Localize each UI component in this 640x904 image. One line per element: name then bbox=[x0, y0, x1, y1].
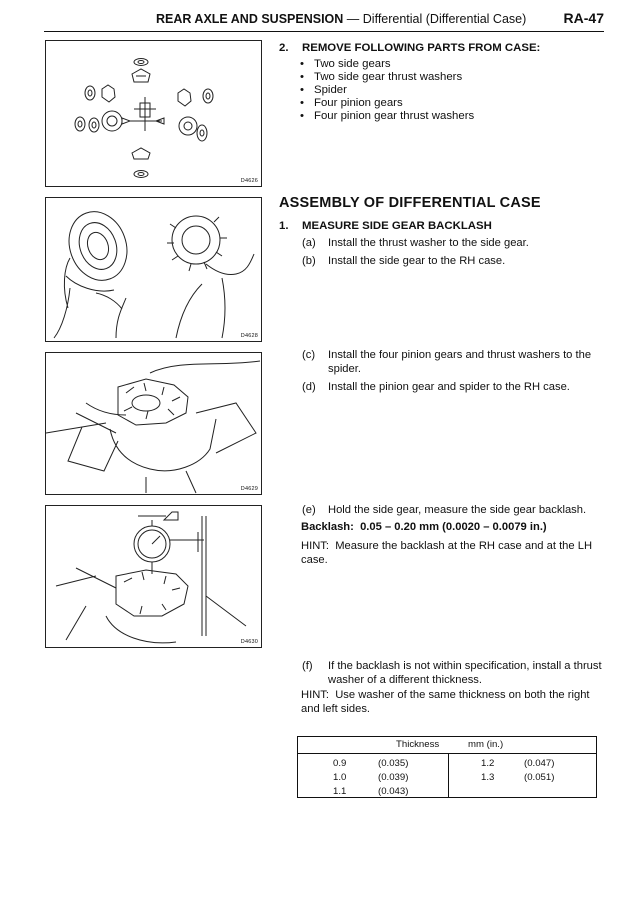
table-cell: 1.2 bbox=[481, 758, 495, 769]
table-cell: (0.035) bbox=[378, 758, 409, 769]
substep-d: (d) Install the pinion gear and spider to the RH case. bbox=[302, 381, 570, 393]
substep-b: (b) Install the side gear to the RH case. bbox=[302, 255, 506, 267]
list-item: • Four pinion gear thrust washers bbox=[300, 110, 474, 123]
table-header-unit: mm (in.) bbox=[468, 739, 504, 750]
substep-c: (c) Install the four pinion gears and thrust washers to the spider. bbox=[302, 349, 592, 375]
substep-a: (a) Install the thrust washer to the side gear. bbox=[302, 237, 529, 249]
header-title bbox=[156, 12, 526, 26]
remove-step-title: REMOVE FOLLOWING PARTS FROM CASE: bbox=[302, 42, 541, 54]
hint-rh-lh bbox=[301, 539, 601, 567]
figure-code: D4626 bbox=[240, 178, 258, 184]
table-cell: 1.1 bbox=[333, 786, 347, 797]
table-cell: 0.9 bbox=[333, 758, 347, 769]
substep-f: (f) If the backlash is not within specification, install a thrust washer of a different thickness. bbox=[302, 660, 602, 686]
table-cell: (0.039) bbox=[378, 772, 409, 783]
table-header-label: Thickness bbox=[396, 739, 440, 750]
page-header bbox=[44, 4, 604, 30]
backlash-spec bbox=[301, 520, 601, 534]
list-item: • Two side gears bbox=[300, 58, 474, 71]
assembly-step-number: 1. bbox=[279, 220, 289, 232]
table-cell: (0.043) bbox=[378, 786, 409, 797]
figure-exploded-parts bbox=[45, 40, 262, 187]
header-rule bbox=[44, 31, 604, 32]
backlash-value: 0.05 – 0.20 mm (0.0020 – 0.0079 in.) bbox=[360, 521, 547, 533]
header-dash: — bbox=[346, 12, 360, 26]
table-column-divider bbox=[448, 753, 449, 798]
hint-same-thickness bbox=[301, 688, 601, 716]
hint-label: HINT: bbox=[301, 689, 329, 701]
hands-installing-gear-illustration bbox=[46, 198, 261, 341]
substep-e: (e) Hold the side gear, measure the side gear backlash. bbox=[302, 504, 587, 516]
table-cell: 1.0 bbox=[333, 772, 347, 783]
exploded-gears-illustration bbox=[46, 41, 261, 186]
figure-pinion-assembly bbox=[45, 352, 262, 495]
backlash-label: Backlash: bbox=[301, 521, 354, 533]
figure-code: D4629 bbox=[240, 486, 258, 492]
table-cell: 1.3 bbox=[481, 772, 495, 783]
assembly-step-title: MEASURE SIDE GEAR BACKLASH bbox=[302, 220, 492, 232]
list-item: • Spider bbox=[300, 84, 474, 97]
list-item: • Four pinion gears bbox=[300, 97, 474, 110]
remove-step-number: 2. bbox=[279, 42, 289, 54]
figure-code: D4630 bbox=[240, 639, 258, 645]
remove-parts-list bbox=[300, 58, 474, 123]
figure-code: D4628 bbox=[240, 333, 258, 339]
page-code: RA-47 bbox=[563, 10, 604, 26]
table-cell: (0.051) bbox=[524, 772, 555, 783]
figure-installing-gear bbox=[45, 197, 262, 342]
header-subsection: Differential (Differential Case) bbox=[362, 12, 527, 26]
table-cell: (0.047) bbox=[524, 758, 555, 769]
figure-dial-indicator bbox=[45, 505, 262, 648]
hint-text: Measure the backlash at the RH case and at the LH case. bbox=[301, 540, 593, 566]
table-header-rule bbox=[297, 753, 597, 754]
list-item: • Two side gear thrust washers bbox=[300, 71, 474, 84]
hint-text: Use washer of the same thickness on both the right and left sides. bbox=[301, 689, 590, 715]
section-title: ASSEMBLY OF DIFFERENTIAL CASE bbox=[279, 195, 541, 211]
header-section: REAR AXLE AND SUSPENSION bbox=[156, 12, 344, 26]
dial-indicator-illustration bbox=[46, 506, 261, 647]
hint-label: HINT: bbox=[301, 540, 329, 552]
pinion-gear-assembly-illustration bbox=[46, 353, 261, 494]
